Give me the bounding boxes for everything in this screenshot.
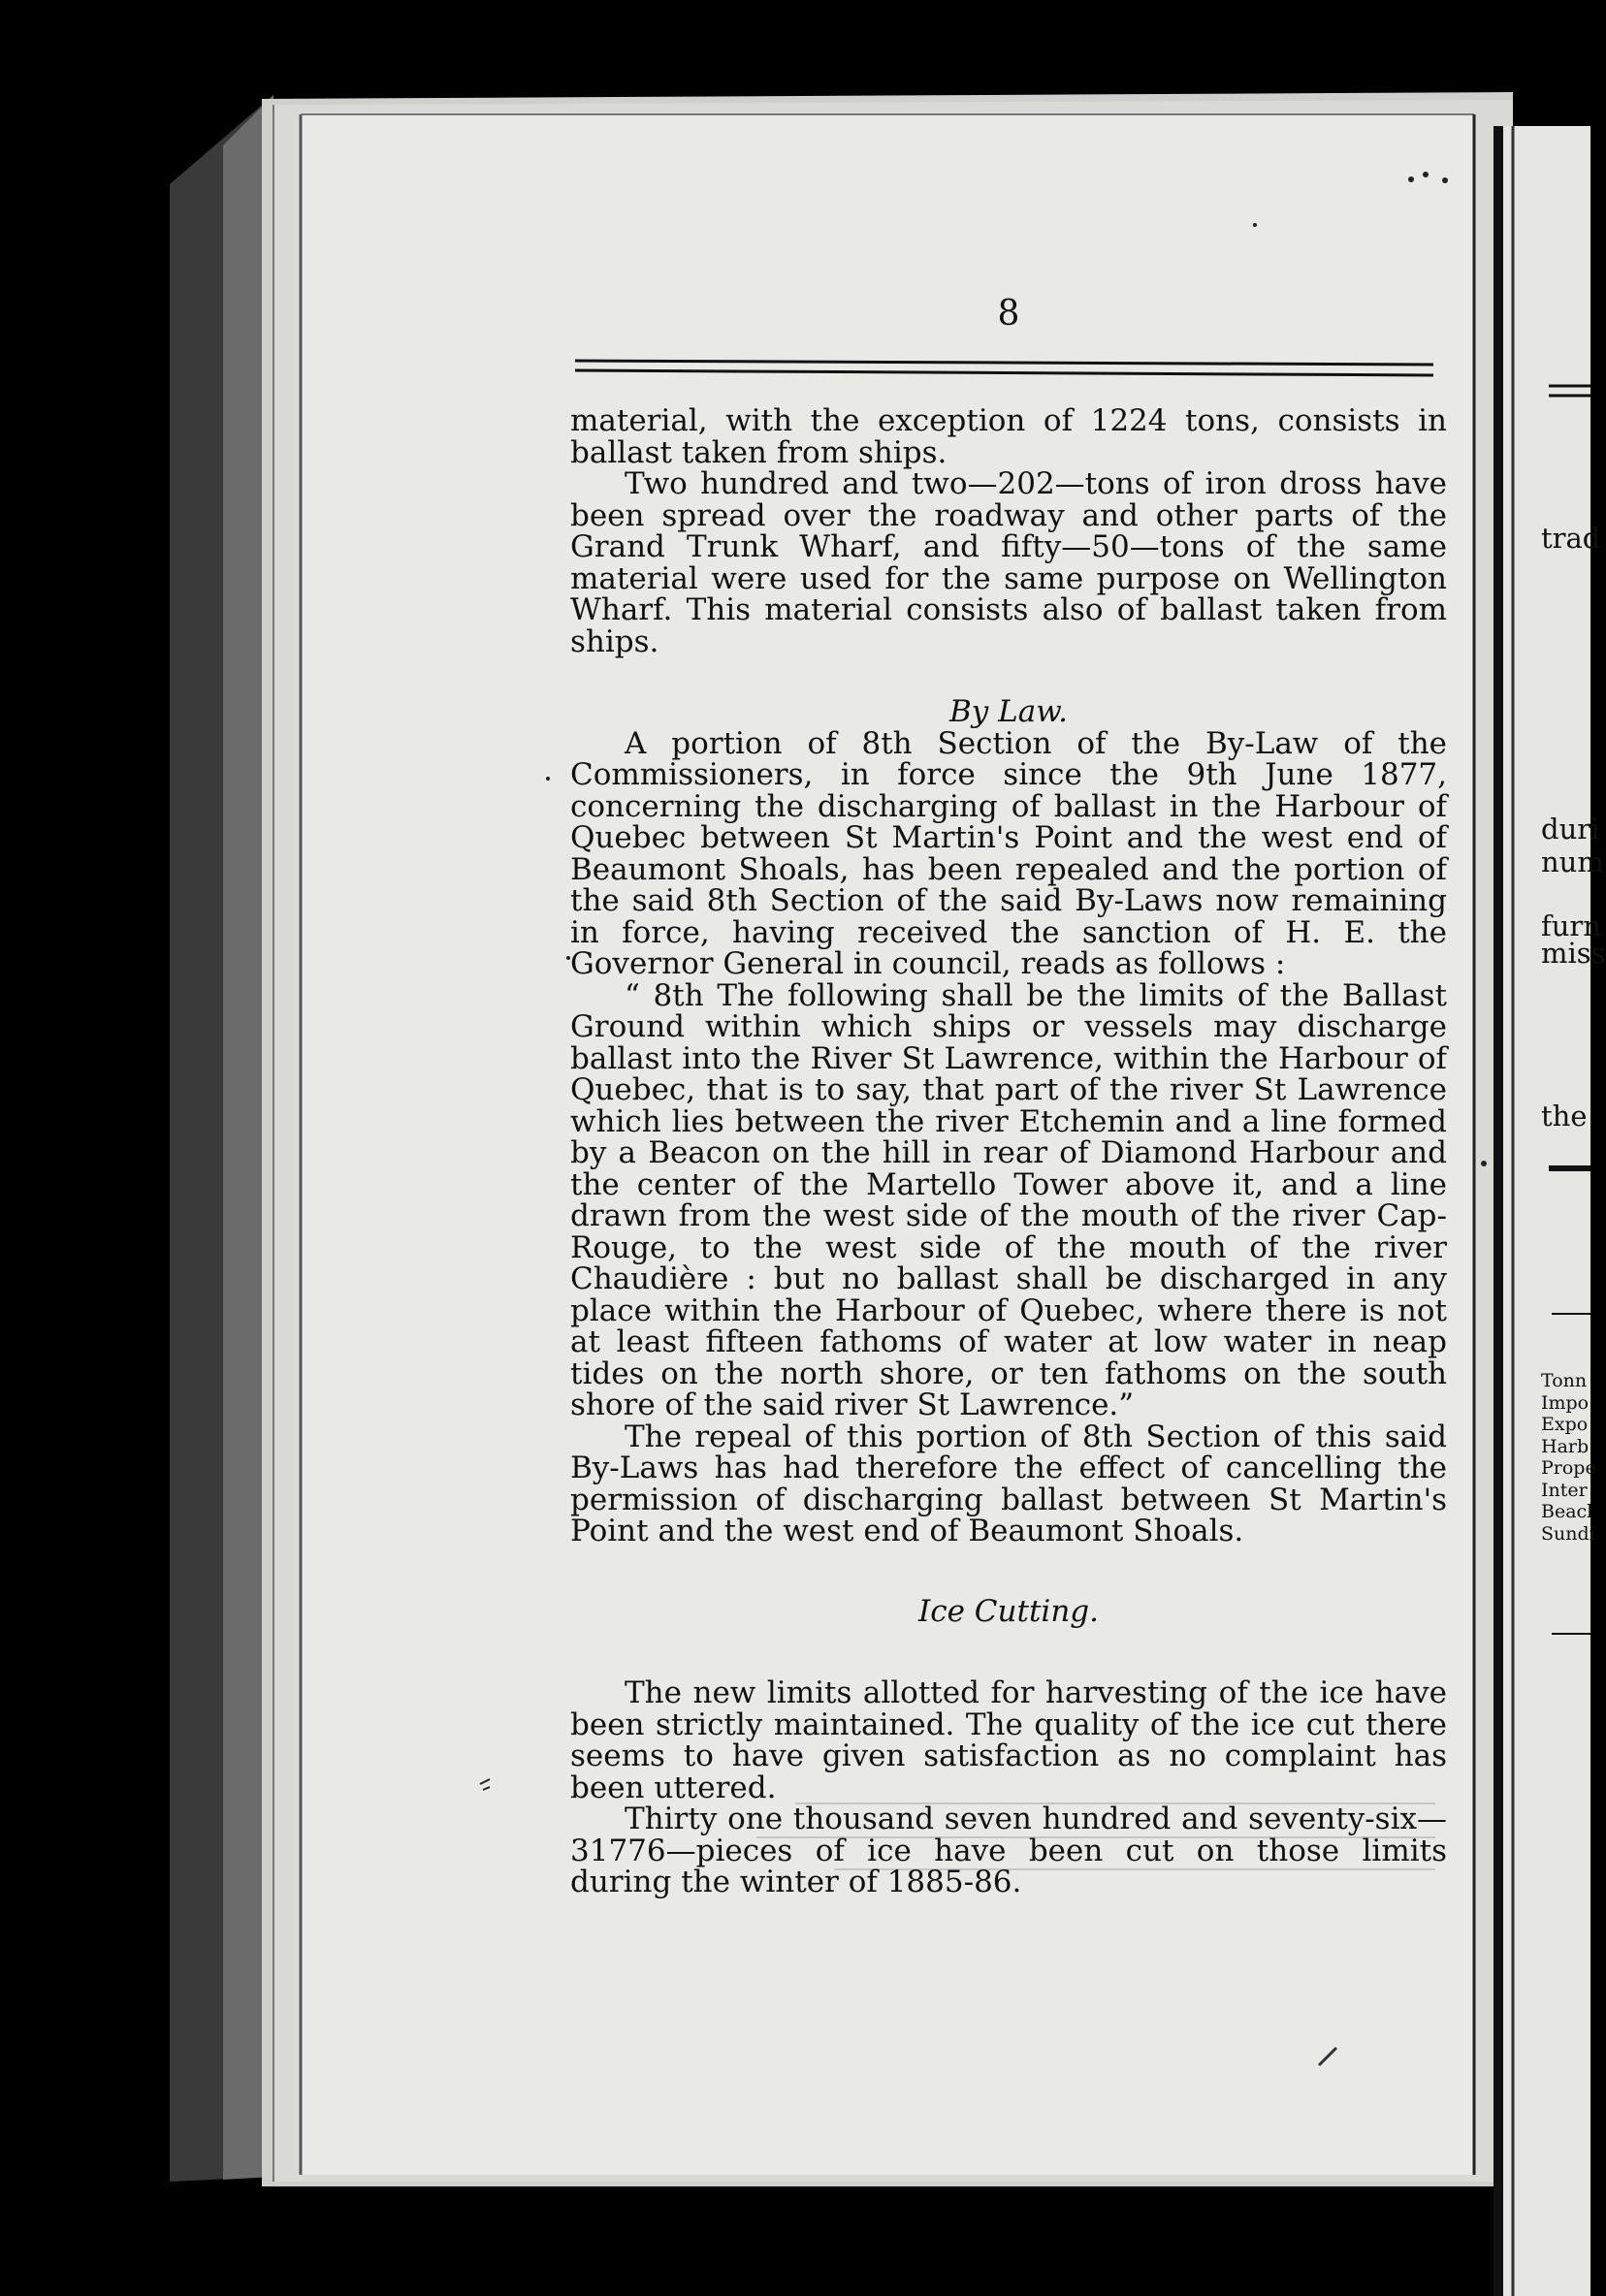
adjacent-fragment: duri <box>1541 813 1600 845</box>
paragraph-bylaw-quote: “ 8th The following shall be the limits of the Ballast Ground within which ships or vessels may discharge ballast into the River St Lawrence, within the Harbour of Quebec, that is to say, that part of the river St Lawrence which lies between the river Etchemin and a line formed by a Beacon on the hill in rear of Diamond Harbour and the center of the Martello Tower above it, and a line drawn from the west side of the mouth of the river Cap-Rouge, to the west side of the mouth of the river Chaudière : but no ballast shall be discharged in any place within the Harbour of Quebec, where there is not at least fifteen fathoms of water at low water in neap tides on the north shore, or ten fathoms on the south shore of the said river St Lawrence.” <box>570 977 1447 1422</box>
adjacent-list-item: Beacl <box>1541 1501 1593 1522</box>
adjacent-fragment: furn <box>1541 909 1601 942</box>
page-body <box>570 405 1447 1898</box>
page-number: 8 <box>997 294 1020 334</box>
paragraph-iron-dross: Two hundred and two—202—tons of iron dross have been spread over the roadway and other parts of the Grand Trunk Wharf, and fifty—50—tons of the same material were used for the same purpose on Wellington Wharf. This material consists also of ballast taken from ships. <box>570 466 1447 659</box>
adjacent-list <box>1541 1370 1596 1545</box>
section-heading-ice-cutting: Ice Cutting. <box>918 1593 1099 1629</box>
paragraph-bylaw-repeal: The repeal of this portion of 8th Section of this said By-Laws has had therefore the effect of cancelling the permission of discharging ballast between St Martin's Point and the west end of Beaumont Shoals. <box>570 1419 1447 1548</box>
adjacent-fragment: trad <box>1541 522 1601 555</box>
section-heading-by-law: By Law. <box>949 694 1068 729</box>
adjacent-list-item: Harb <box>1541 1435 1590 1457</box>
adjacent-list-item: Inter <box>1541 1479 1588 1501</box>
paragraph-ice-pieces: Thirty one thousand seven hundred and seventy-six—31776—pieces of ice have been cut on those limits during the winter of 1885-86. <box>570 1802 1447 1899</box>
paragraph-bylaw-intro: A portion of 8th Section of the By-Law of the Commissioners, in force since the 9th June 1877, concerning the discharging of ballast in the Harbour of Quebec between St Martin's Point and the west end of Beaumont Shoals, has been repealed and the portion of the said 8th Section of the said By-Laws now remaining in force, having received the sanction of H. E. the Governor General in council, reads as follows : <box>570 725 1447 981</box>
adjacent-list-item: Expo <box>1541 1414 1589 1435</box>
paragraph-ice-limits: The new limits allotted for harvesting of the ice have been strictly maintained. The quality of the ice cut there seems to have given satisfaction as no complaint has been uttered. <box>570 1675 1447 1805</box>
adjacent-fragment: miss <box>1541 937 1606 970</box>
adjacent-fragment: num <box>1541 845 1604 878</box>
paragraph-continuation: material, with the exception of 1224 tons, consists in ballast taken from ships. <box>570 403 1447 470</box>
adjacent-list-item: Tonn <box>1541 1370 1588 1391</box>
adjacent-list-item: Impo <box>1541 1391 1590 1414</box>
adjacent-fragment: the <box>1541 1100 1588 1132</box>
adjacent-list-item: Sundi <box>1541 1522 1595 1545</box>
adjacent-list-item: Prope <box>1541 1457 1596 1479</box>
